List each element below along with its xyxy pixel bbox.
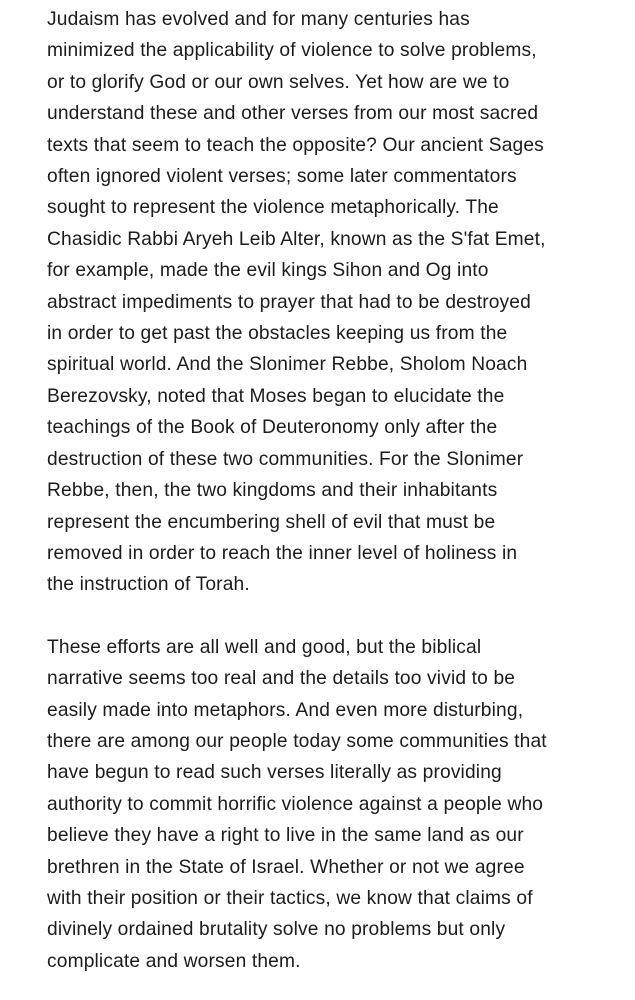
- text-line: with their position or their tactics, we know that claims of: [47, 887, 533, 909]
- text-line: understand these and other verses from our most sacred: [47, 103, 539, 125]
- text-line: destruction of these two communities. For the Slonimer: [47, 448, 524, 470]
- text-line: brethren in the State of Israel. Whether or not we agree: [47, 856, 525, 878]
- article-body: [47, 4, 607, 977]
- text-line: the instruction of Torah.: [47, 574, 250, 596]
- text-line: Rebbe, then, the two kingdoms and their inhabitants: [47, 480, 498, 502]
- text-line: often ignored violent verses; some later commentators: [47, 166, 517, 188]
- text-line: Berezovsky, noted that Moses began to elucidate the: [47, 385, 505, 407]
- paragraph-1: [47, 4, 607, 601]
- text-line: texts that seem to teach the opposite? Our ancient Sages: [47, 134, 544, 156]
- text-line: have begun to read such verses literally as providing: [47, 762, 502, 784]
- text-line: divinely ordained brutality solve no problems but only: [47, 919, 506, 941]
- text-line: These efforts are all well and good, but the biblical: [47, 636, 482, 658]
- text-line: teachings of the Book of Deuteronomy only after the: [47, 417, 498, 439]
- text-line: in order to get past the obstacles keeping us from the: [47, 323, 508, 345]
- text-line: complicate and worsen them.: [47, 950, 301, 972]
- text-line: minimized the applicability of violence to solve problems,: [47, 40, 537, 62]
- text-line: or to glorify God or our own selves. Yet how are we to: [47, 71, 510, 93]
- text-line: abstract impediments to prayer that had to be destroyed: [47, 291, 531, 313]
- text-line: sought to represent the violence metaphorically. The: [47, 197, 499, 219]
- text-line: Judaism has evolved and for many centuries has: [47, 9, 470, 30]
- text-line: authority to commit horrific violence against a people who: [47, 793, 544, 815]
- text-line: easily made into metaphors. And even more disturbing,: [47, 699, 524, 721]
- text-line: represent the encumbering shell of evil that must be: [47, 511, 496, 533]
- text-line: narrative seems too real and the details too vivid to be: [47, 668, 516, 690]
- text-line: believe they have a right to live in the same land as our: [47, 825, 524, 847]
- text-line: for example, made the evil kings Sihon and Og into: [47, 260, 489, 282]
- text-line: removed in order to reach the inner level of holiness in: [47, 542, 518, 564]
- text-line: spiritual world. And the Slonimer Rebbe, Sholom Noach: [47, 354, 528, 376]
- text-line: Chasidic Rabbi Aryeh Leib Alter, known as the S'fat Emet,: [47, 228, 546, 250]
- paragraph-2: [47, 632, 607, 977]
- text-line: there are among our people today some communities that: [47, 730, 547, 752]
